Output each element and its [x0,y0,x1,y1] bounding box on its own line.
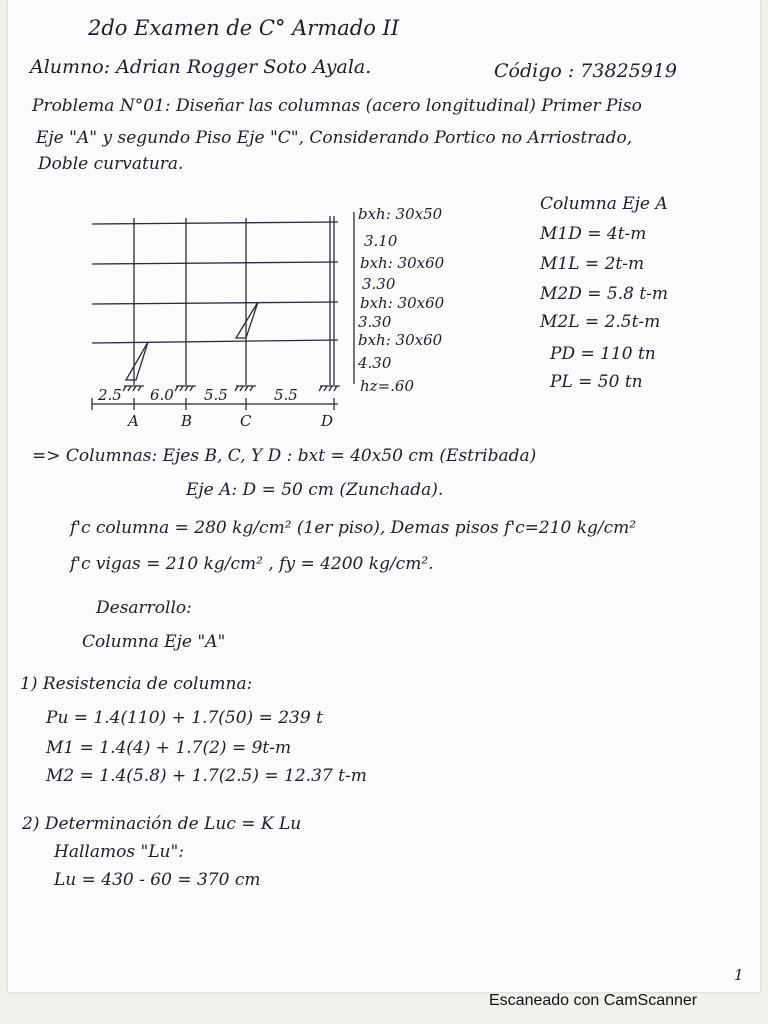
axis-label-b: B [181,412,193,430]
equation-m2: M2 = 1.4(5.8) + 1.7(2.5) = 12.37 t-m [46,766,367,786]
step-2-line-1: Hallamos "Lu": [54,842,185,862]
problem-line-2: Eje "A" y segundo Piso Eje "C", Considerando Portico no Arriostrado, [36,128,633,148]
section-label-3: bxh: 30x60 [360,294,445,312]
load-m1l: M1L = 2t-m [540,254,645,274]
equation-lu: Lu = 430 - 60 = 370 cm [54,870,261,890]
problem-line-3: Doble curvatura. [38,154,184,174]
equation-m1: M1 = 1.4(4) + 1.7(2) = 9t-m [46,738,292,758]
columns-line-2: Eje A: D = 50 cm (Zunchada). [186,480,444,500]
height-label-2: 3.30 [362,275,396,293]
height-label-3: 3.30 [358,313,392,331]
student-name: Alumno: Adrian Rogger Soto Ayala. [30,56,372,78]
span-label-1: 2.5 [98,386,122,404]
section-label-2: bxh: 30x60 [360,254,445,272]
height-label-1: 3.10 [364,232,398,250]
section-label-4: bxh: 30x60 [358,331,443,349]
load-pl: PL = 50 tn [550,372,643,392]
step-2-title: 2) Determinación de Luc = K Lu [22,814,302,834]
equation-pu: Pu = 1.4(110) + 1.7(50) = 239 t [46,708,323,728]
section-label-1: bxh: 30x50 [358,205,443,223]
columns-line-4: f'c vigas = 210 kg/cm² , fy = 4200 kg/cm². [70,554,434,574]
problem-line-1: Problema N°01: Diseñar las columnas (acero longitudinal) Primer Piso [32,96,642,116]
footing-label: hz=.60 [360,377,414,395]
scanned-page [8,0,760,992]
step-1-title: 1) Resistencia de columna: [20,674,253,694]
loads-title: Columna Eje A [540,194,668,214]
development-subtitle: Columna Eje "A" [82,632,226,652]
span-label-4: 5.5 [274,386,298,404]
scanner-watermark: Escaneado con CamScanner [489,992,698,1009]
height-label-4: 4.30 [358,354,392,372]
columns-line-1: => Columnas: Ejes B, C, Y D : bxt = 40x50 cm (Estribada) [32,446,537,466]
frame-lines [92,212,354,410]
axis-label-a: A [128,412,139,430]
axis-label-c: C [240,412,252,430]
frame-diagram [8,0,760,440]
axis-label-d: D [321,412,334,430]
load-pd: PD = 110 tn [550,344,656,364]
columns-line-3: f'c columna = 280 kg/cm² (1er piso), Demas pisos f'c=210 kg/cm² [70,518,637,538]
load-m1d: M1D = 4t-m [540,224,647,244]
load-m2d: M2D = 5.8 t-m [540,284,669,304]
student-code: Código : 73825919 [494,60,678,82]
load-m2l: M2L = 2.5t-m [540,312,661,332]
exam-title: 2do Examen de C° Armado II [88,16,400,40]
page-number: 1 [734,966,744,984]
development-title: Desarrollo: [96,598,192,618]
span-label-3: 5.5 [204,386,228,404]
span-label-2: 6.0 [150,386,174,404]
